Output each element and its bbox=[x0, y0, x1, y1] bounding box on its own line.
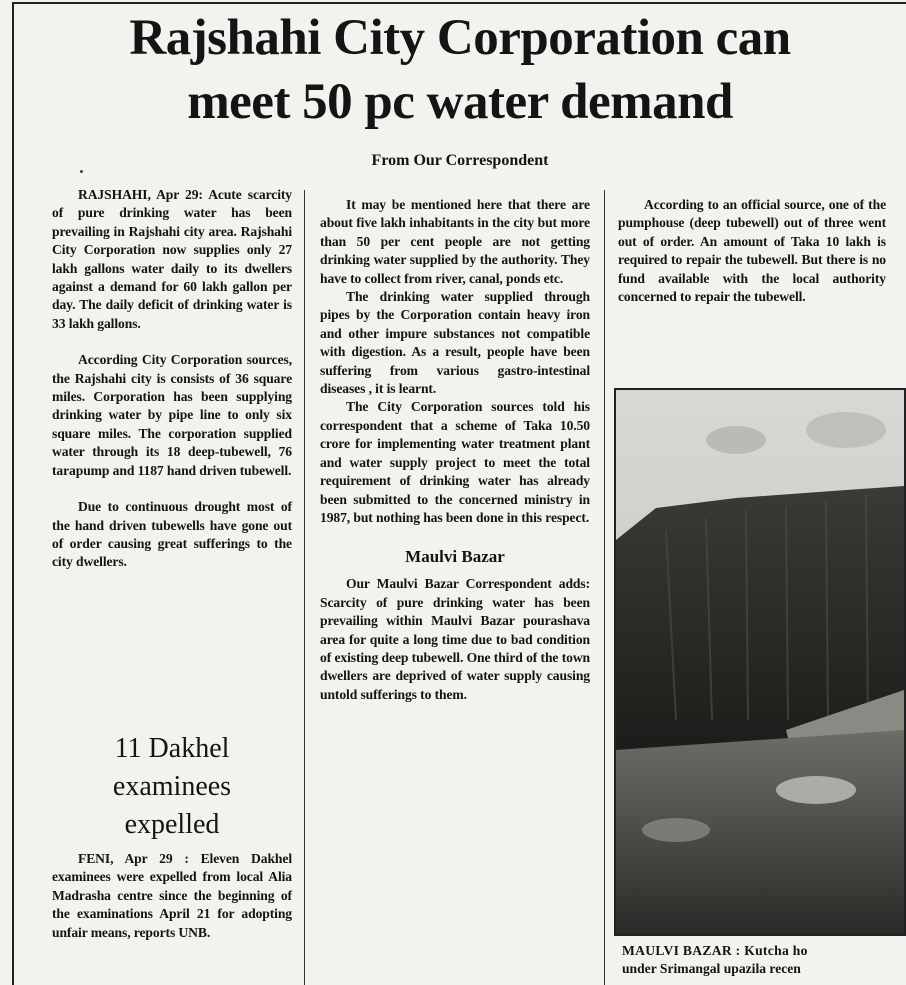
headline-line-2: meet 50 pc water demand bbox=[187, 74, 733, 130]
article-column-1 bbox=[52, 186, 292, 572]
news-photo bbox=[614, 388, 906, 936]
paragraph: According City Corporation sources, the Rajshahi city is consists of 36 square miles. Corporation has been supplying drinking water by pipe line to only six square miles. The corporation supplied water through its 18 deep-tubewell, 76 tarapump and 1187 hand driven tubewell. bbox=[52, 352, 292, 478]
article-column-3 bbox=[618, 196, 886, 306]
paragraph: The City Corporation sources told his correspondent that a scheme of Taka 10.50 crore for implementing water treatment plant and water supply project to meet the total requirement of drinking water has already been submitted to the concerned ministry in 1987, but nothing has been done in this respect. bbox=[320, 399, 590, 525]
main-headline bbox=[20, 6, 900, 134]
caption-line-1: MAULVI BAZAR : Kutcha ho bbox=[622, 943, 808, 958]
column-rule-1 bbox=[304, 190, 305, 985]
article-column-2 bbox=[320, 196, 590, 704]
paragraph: The drinking water supplied through pipes by the Corporation contain heavy iron and other impure substances not compatible with digestion. As a result, people have been suffering from various gastro-intestinal diseases , it is learnt. bbox=[320, 289, 590, 397]
paragraph: Our Maulvi Bazar Correspondent adds: Scarcity of pure drinking water has been prevailing within Maulvi Bazar pourashava area for quite a long time due to bad condition of existing deep tubewell. One third of the town dwellers are deprived of water supply causing untold sufferings to them. bbox=[320, 576, 590, 702]
headline-line-1: Rajshahi City Corporation can bbox=[129, 10, 791, 66]
page-left-rule bbox=[12, 2, 14, 985]
light-patch bbox=[642, 818, 710, 842]
secondary-headline-line-3: expelled bbox=[124, 809, 220, 840]
caption-line-2: under Srimangal upazila recen bbox=[622, 961, 801, 977]
secondary-headline bbox=[52, 730, 292, 844]
secondary-headline-line-2: examinees bbox=[112, 771, 232, 802]
paragraph: It may be mentioned here that there are about five lakh inhabitants in the city but more than 50 per cent people are not getting drinking water supplied by the authority. They have to collect from river, canal, ponds etc. bbox=[320, 197, 590, 286]
byline: From Our Correspondent bbox=[371, 152, 549, 169]
photo-caption bbox=[622, 942, 906, 985]
light-patch bbox=[776, 776, 856, 804]
subhead: Maulvi Bazar bbox=[405, 547, 505, 567]
paragraph: RAJSHAHI, Apr 29: Acute scarcity of pure drinking water has been prevailing in Rajshahi city area. Rajshahi City Corporation now supplies only 27 lakh gallons water daily to its dwellers against a demand for 60 lakh gallon per day. The daily deficit of drinking water is 33 lakh gallons. bbox=[52, 187, 292, 331]
paragraph: According to an official source, one of the pumphouse (deep tubewell) out of three went out of order. An amount of Taka 10 lakh is required to repair the tubewell. But there is no fund available with the local authority concerned to repair the tubewell. bbox=[618, 197, 886, 305]
paragraph: FENI, Apr 29 : Eleven Dakhel examinees were expelled from local Alia Madrasha centre since the beginning of the examinations April 21 for adopting unfair means, reports UNB. bbox=[52, 851, 292, 940]
tree-blur bbox=[706, 426, 766, 454]
house-photo-image bbox=[616, 390, 904, 934]
column-rule-2 bbox=[604, 190, 605, 985]
print-speck bbox=[80, 170, 83, 173]
tree-blur bbox=[806, 412, 886, 448]
secondary-headline-line-1: 11 Dakhel bbox=[114, 733, 230, 764]
secondary-article-body bbox=[52, 850, 292, 942]
page-top-rule bbox=[12, 2, 906, 4]
paragraph: Due to continuous drought most of the hand driven tubewells have gone out of order causing great sufferings to the city dwellers. bbox=[52, 499, 292, 570]
